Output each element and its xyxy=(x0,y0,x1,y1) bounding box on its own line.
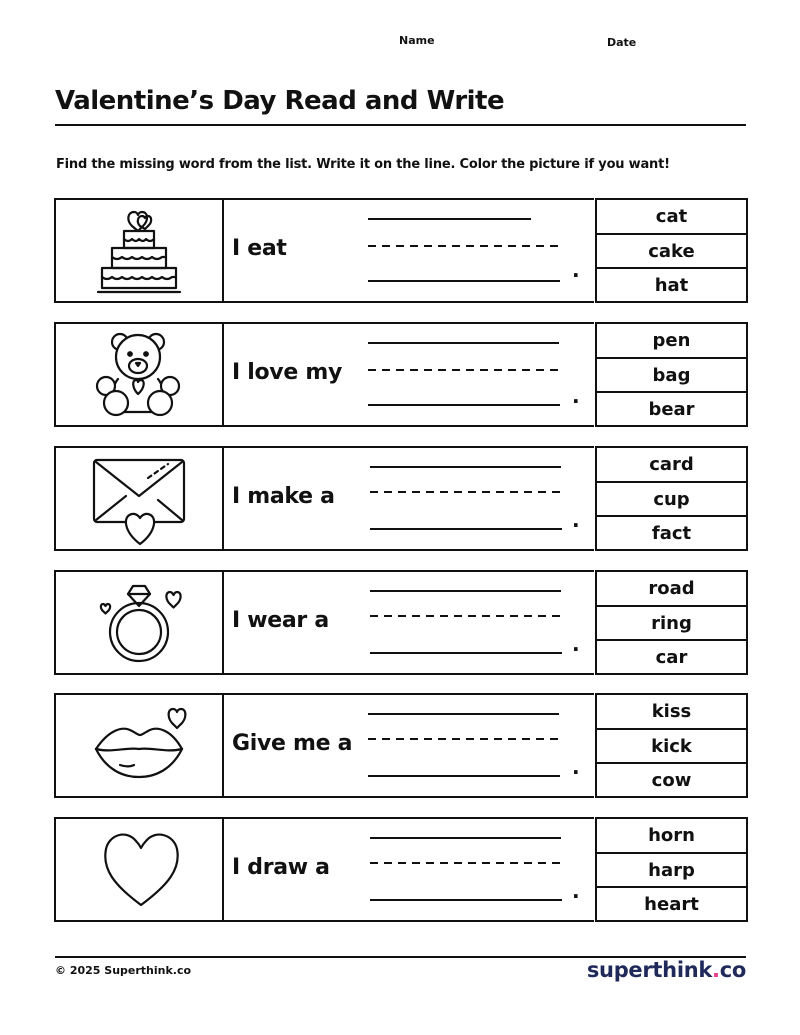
sentence-period: . xyxy=(572,755,580,779)
sentence-prompt: Give me a xyxy=(232,731,353,756)
sentence-period: . xyxy=(572,258,580,282)
sentence-prompt: I make a xyxy=(232,484,335,509)
word-choices xyxy=(595,322,748,427)
sentence-box xyxy=(222,446,594,551)
wedding-cake-icon xyxy=(56,200,222,301)
exercise-row xyxy=(54,817,746,920)
sentence-period: . xyxy=(572,508,580,532)
title-divider xyxy=(55,124,746,126)
sentence-box xyxy=(222,570,594,675)
lips-icon xyxy=(56,695,222,796)
copyright-text: © 2025 Superthink.co xyxy=(55,964,192,977)
sentence-prompt: I wear a xyxy=(232,608,329,633)
heart-icon xyxy=(56,819,222,920)
exercise-row xyxy=(54,198,746,301)
picture-box xyxy=(54,446,224,551)
exercise-row xyxy=(54,446,746,549)
word-choice: heart xyxy=(597,886,746,920)
envelope-heart-icon xyxy=(56,448,222,549)
sentence-prompt: I draw a xyxy=(232,855,330,880)
word-choice: car xyxy=(597,639,746,673)
picture-box xyxy=(54,817,224,922)
word-choices xyxy=(595,570,748,675)
sentence-prompt: I love my xyxy=(232,360,342,385)
brand-name: superthink xyxy=(586,958,713,982)
word-choice: cat xyxy=(655,206,688,227)
exercise-row xyxy=(54,570,746,673)
brand-logo xyxy=(587,958,746,982)
sentence-prompt: I eat xyxy=(232,236,287,261)
word-choices xyxy=(595,693,748,798)
sentence-box xyxy=(222,198,594,303)
word-choice: bear xyxy=(597,391,746,425)
exercise-row xyxy=(54,322,746,425)
sentence-period: . xyxy=(572,632,580,656)
word-choice: kiss xyxy=(651,701,692,722)
word-choice: cow xyxy=(597,762,746,796)
word-choice: harp xyxy=(597,852,746,886)
brand-dot: . xyxy=(712,958,720,982)
exercise-row xyxy=(54,693,746,796)
word-choices xyxy=(595,817,748,922)
word-choice: cake xyxy=(597,233,746,267)
word-choice: kick xyxy=(597,728,746,762)
word-choice: ring xyxy=(597,605,746,639)
word-choice: card xyxy=(649,454,694,475)
word-choices xyxy=(595,198,748,303)
name-label: Name xyxy=(399,34,435,47)
word-choice: pen xyxy=(652,330,691,351)
picture-box xyxy=(54,322,224,427)
word-choices xyxy=(595,446,748,551)
sentence-period: . xyxy=(572,384,580,408)
date-label: Date xyxy=(607,36,637,49)
teddy-bear-icon xyxy=(56,324,222,425)
word-choice: hat xyxy=(597,267,746,301)
word-choice: road xyxy=(648,578,695,599)
sentence-box xyxy=(222,693,594,798)
word-choice: bag xyxy=(597,357,746,391)
instructions: Find the missing word from the list. Write it on the line. Color the picture if you want! xyxy=(56,157,670,172)
sentence-box xyxy=(222,817,594,922)
picture-box xyxy=(54,570,224,675)
diamond-ring-icon xyxy=(56,572,222,673)
sentence-period: . xyxy=(572,879,580,903)
page-title: Valentine’s Day Read and Write xyxy=(55,86,505,116)
picture-box xyxy=(54,198,224,303)
word-choice: horn xyxy=(648,825,695,846)
sentence-box xyxy=(222,322,594,427)
word-choice: cup xyxy=(597,481,746,515)
word-choice: fact xyxy=(597,515,746,549)
picture-box xyxy=(54,693,224,798)
brand-tld: co xyxy=(719,958,746,982)
